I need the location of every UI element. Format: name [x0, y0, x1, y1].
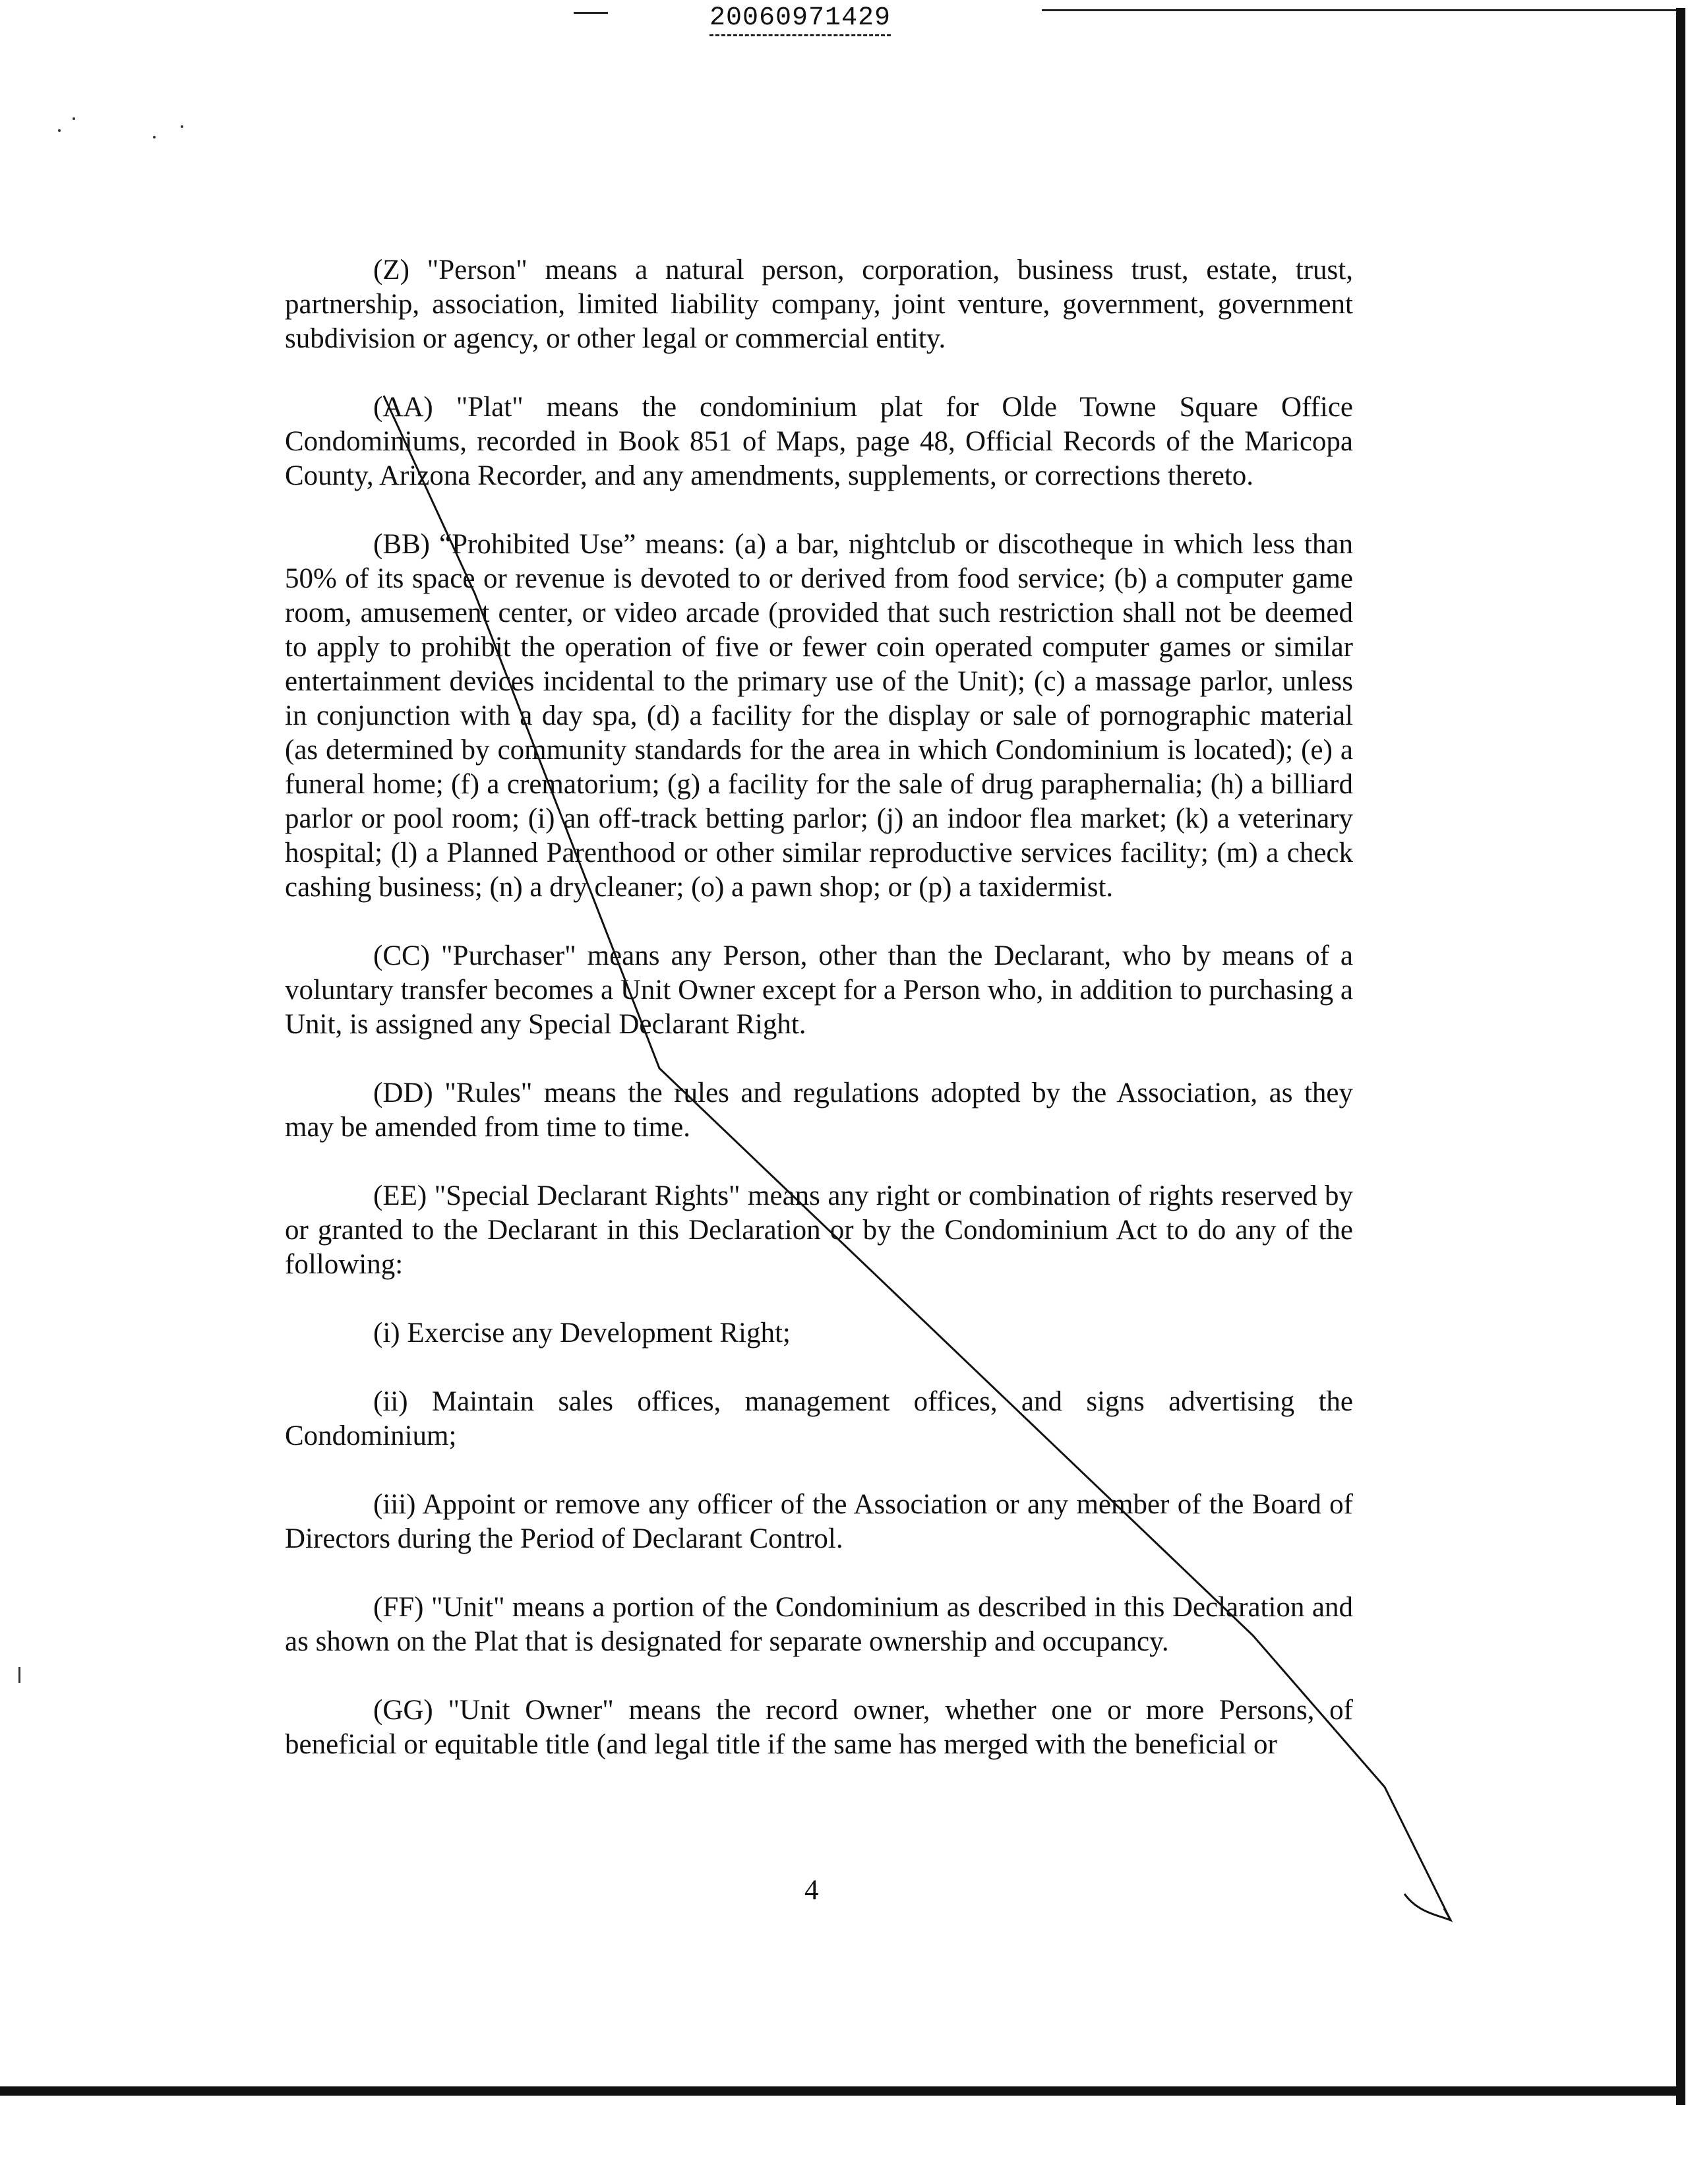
- definition-unit: (FF) "Unit" means a portion of the Condominium as described in this Declaration and as shown on the Plat that is designated for separate ownership and occupancy.: [285, 1592, 1353, 1657]
- definition-plat: (AA) "Plat" means the condominium plat for Olde Towne Square Office Condominiums, recorded in Book 851 of Maps, page 48, Official Records of the Maricopa County, Arizona Recorder, and any amendments, supplements, or corrections thereto.: [285, 392, 1353, 491]
- scan-border-bottom: [0, 2086, 1685, 2096]
- definition-prohibited-use: (BB) “Prohibited Use” means: (a) a bar, nightclub or discotheque in which less than 50% of its space or revenue is devoted to or derived from food service; (b) a computer game room, amusement center, or video arcade (provided that such restriction shall not be deemed to apply to prohibit the operation of five or fewer coin operated computer games or similar entertainment devices incidental to the primary use of the Unit); (c) a massage parlor, unless in conjunction with a day spa, (d) a facility for the display or sale of pornographic material (as determined by community standards for the area in which Condominium is located); (e) a funeral home; (f) a crematorium; (g) a facility for the sale of drug paraphernalia; (h) a billiard parlor or pool room; (i) an off-track betting parlor; (j) an indoor flea market; (k) a veterinary hospital; (l) a Planned Parenthood or other similar reproductive services facility; (m) a check cashing business; (n) a dry cleaner; (o) a pawn shop; or (p) a taxidermist.: [285, 529, 1353, 903]
- page-number: 4: [804, 1875, 819, 1906]
- definition-special-declarant-rights: (EE) "Special Declarant Rights" means any right or combination of rights reserved by or granted to the Declarant in this Declaration or by the Condominium Act to do any of the following:: [285, 1180, 1353, 1280]
- document-number: 20060971429: [709, 3, 891, 36]
- right-item-i: (i) Exercise any Development Right;: [373, 1318, 791, 1349]
- definition-rules: (DD) "Rules" means the rules and regulations adopted by the Association, as they may be amended from time to time.: [285, 1077, 1353, 1143]
- definition-unit-owner: (GG) "Unit Owner" means the record owner, whether one or more Persons, of beneficial or equitable title (and legal title if the same has merged with the beneficial or: [285, 1695, 1353, 1760]
- definition-person: (Z) "Person" means a natural person, corporation, business trust, estate, trust, partnership, association, limited liability company, joint venture, government, government subdivision or agency, or other legal or commercial entity.: [285, 255, 1353, 354]
- right-item-ii: (ii) Maintain sales offices, management offices, and signs advertising the Condominium;: [285, 1386, 1353, 1451]
- scan-border-right: [1676, 8, 1685, 2105]
- right-item-iii: (iii) Appoint or remove any officer of the Association or any member of the Board of Directors during the Period of Declarant Control.: [285, 1489, 1353, 1554]
- definition-purchaser: (CC) "Purchaser" means any Person, other than the Declarant, who by means of a voluntary transfer becomes a Unit Owner except for a Person who, in addition to purchasing a Unit, is assigned any Special Declarant Right.: [285, 940, 1353, 1040]
